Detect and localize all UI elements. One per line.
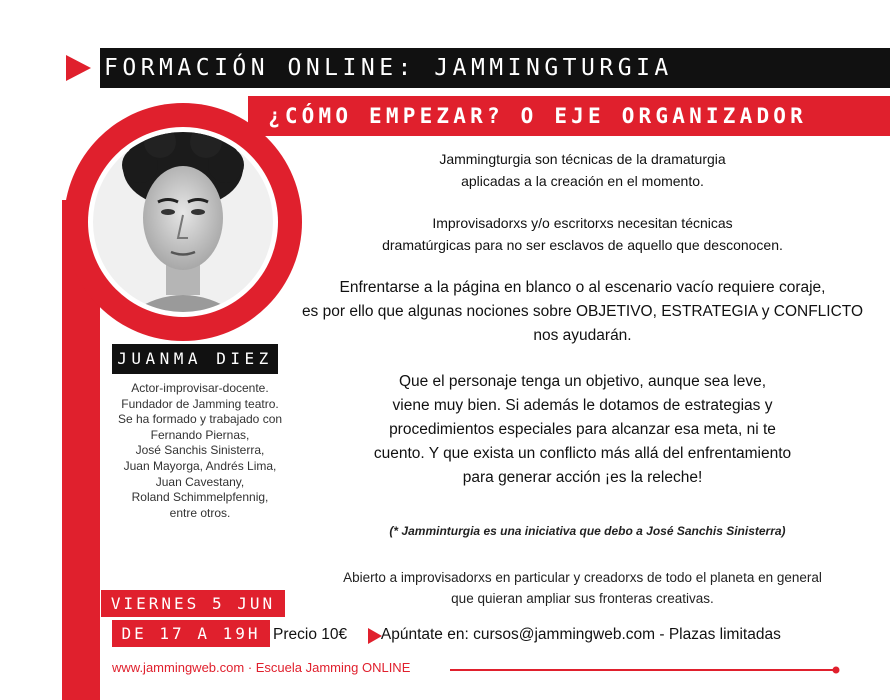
- main-description: [280, 148, 885, 490]
- text-line: Jammingturgia son técnicas de la dramaturgia: [439, 151, 726, 167]
- bio-line: José Sanchis Sinisterra,: [135, 443, 265, 458]
- bio-line: Juan Cavestany,: [155, 474, 245, 489]
- paragraph-techniques: [280, 212, 885, 256]
- event-time-badge: DE 17 A 19H: [112, 620, 270, 647]
- page-subtitle: ¿CÓMO EMPEZAR? O EJE ORGANIZADOR: [268, 104, 807, 128]
- instructor-bio: [100, 381, 300, 521]
- text-line: nos ayudarán.: [533, 327, 632, 344]
- text-line: es por ello que algunas nociones sobre OBJETIVO, ESTRATEGIA y CONFLICTO: [301, 303, 864, 320]
- event-date-badge: VIERNES 5 JUN: [101, 590, 285, 617]
- text-line: Abierto a improvisadorxs en particular y creadorxs de todo el planeta en general: [343, 570, 822, 585]
- bio-line: Se ha formado y trabajado con: [117, 412, 283, 427]
- bio-line: Fundador de Jamming teatro.: [121, 396, 279, 411]
- bio-line: Roland Schimmelpfennig,: [131, 490, 269, 505]
- paragraph-courage: [280, 276, 885, 348]
- text-line: dramatúrgicas para no ser esclavos de aquello que desconocen.: [382, 237, 783, 253]
- text-line: Enfrentarse a la página en blanco o al escenario vacío requiere coraje,: [339, 279, 826, 296]
- text-line: que quieran ampliar sus fronteras creativas.: [451, 591, 714, 606]
- text-line: para generar acción ¡es la releche!: [462, 469, 703, 486]
- bio-line: Juan Mayorga, Andrés Lima,: [123, 458, 277, 473]
- paragraph-intro: [280, 148, 885, 192]
- text-line: viene muy bien. Si además le dotamos de estrategias y: [392, 397, 773, 414]
- price-text: Precio 10€: [273, 626, 348, 643]
- bio-line: entre otros.: [169, 505, 231, 520]
- bio-line: Fernando Piernas,: [150, 427, 250, 442]
- text-line: Que el personaje tenga un objetivo, aunque sea leve,: [398, 373, 767, 390]
- price-signup-line: [273, 626, 781, 644]
- text-line: aplicadas a la creación en el momento.: [461, 173, 704, 189]
- paragraph-character: [280, 370, 885, 490]
- footer-dot: [833, 667, 840, 674]
- text-line: Improvisadorxs y/o escritorxs necesitan técnicas: [432, 215, 733, 231]
- page-title: FORMACIÓN ONLINE: JAMMINGTURGIA: [104, 55, 673, 81]
- footer-site-link[interactable]: www.jammingweb.com · Escuela Jamming ONLINE: [112, 660, 411, 675]
- text-line: cuento. Y que exista un conflicto más allá del enfrentamiento: [373, 445, 792, 462]
- instructor-name: JUANMA DIEZ: [112, 344, 278, 374]
- bio-line: Actor-improvisar-docente.: [131, 381, 269, 395]
- footnote: (* Jamminturgia es una iniciativa que debo a José Sanchis Sinisterra): [389, 524, 786, 538]
- audience-text: [280, 567, 885, 609]
- title-arrow-icon: [66, 55, 91, 81]
- text-line: procedimientos especiales para alcanzar esa meta, ni te: [389, 421, 776, 438]
- signup-text[interactable]: Apúntate en: cursos@jammingweb.com - Plazas limitadas: [380, 626, 781, 643]
